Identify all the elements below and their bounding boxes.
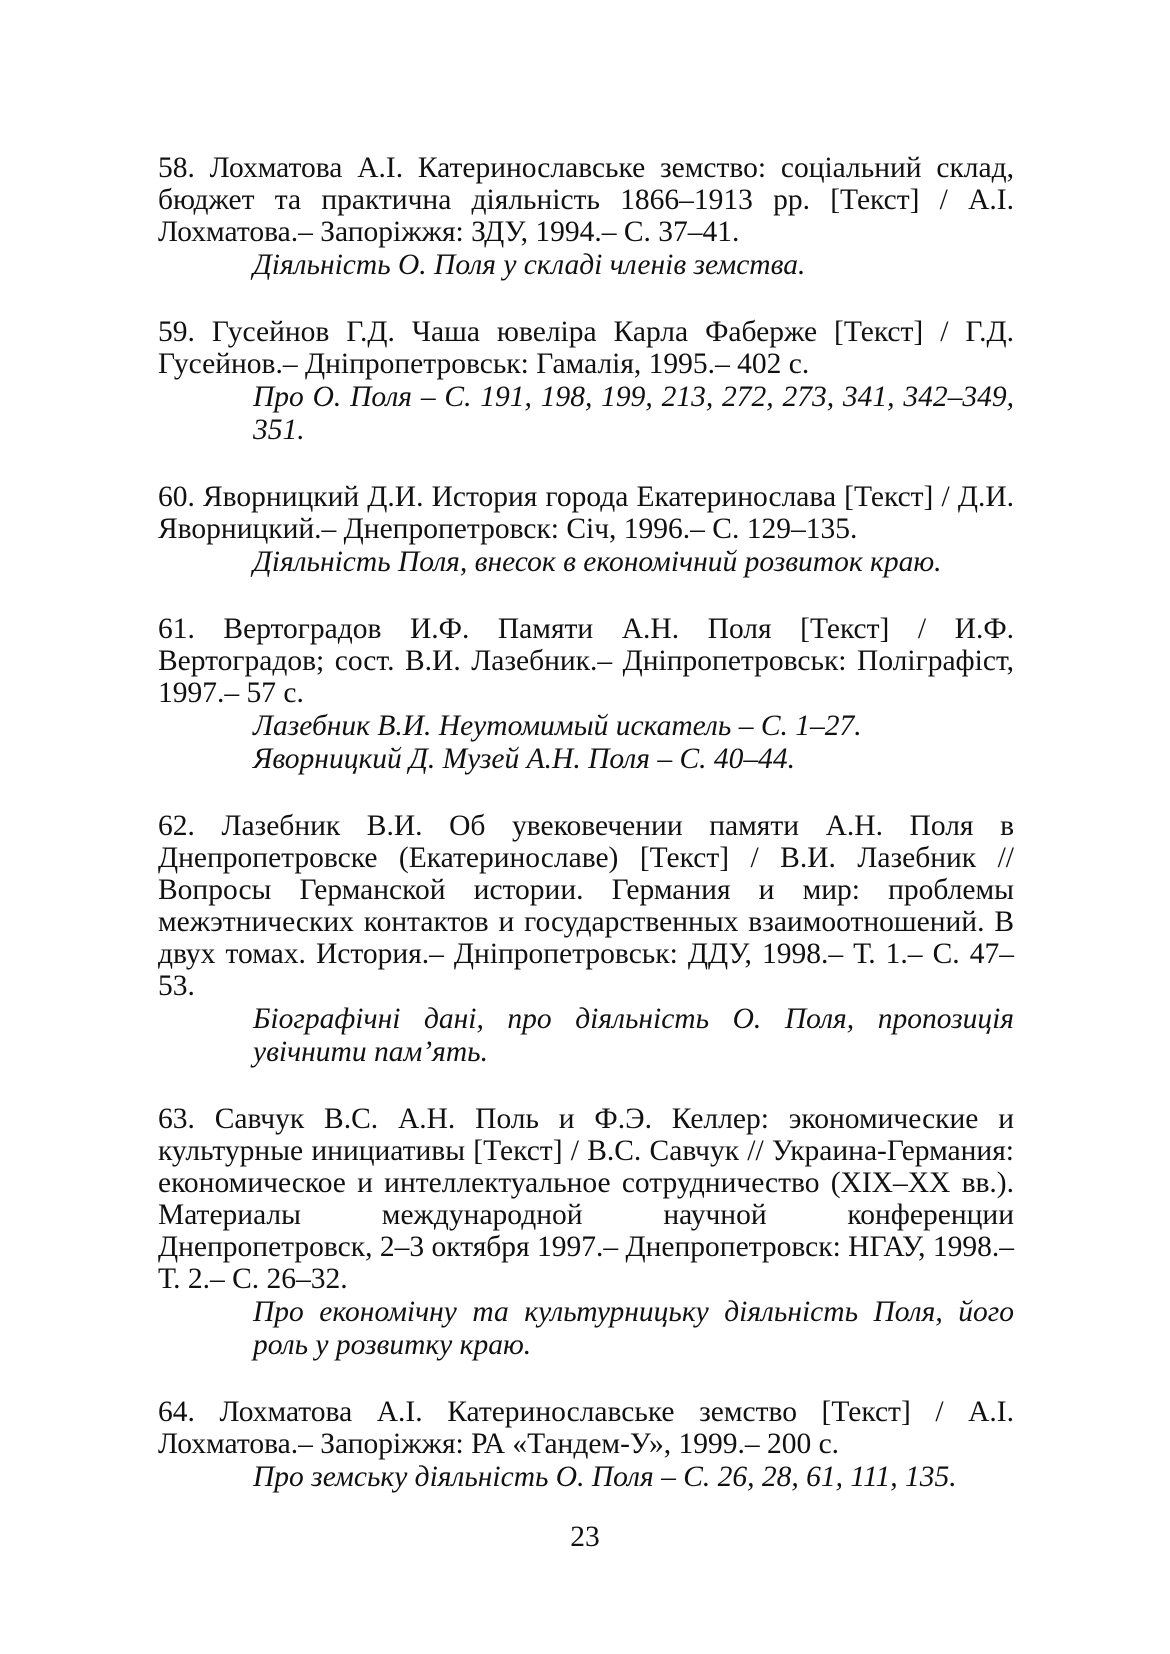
entry-text: 63. Савчук В.С. А.Н. Поль и Ф.Э. Келлер: экономические и культурные инициативы [Текст] / В.С. Савчук // Украина-Германия: економическое и интеллектуальное сотрудничество (XIX–XX вв.). Материалы международной научной конференции Днепропетровск, 2–3 октября 1997.– Днепропетровск: НГАУ, 1998.– Т. 2.– С. 26–32. xyxy=(158,1103,1014,1295)
bibliography-entry-58 xyxy=(158,152,1014,282)
entry-annotation xyxy=(253,546,1014,579)
bibliography-entry-63 xyxy=(158,1103,1014,1362)
entry-text: 58. Лохматова А.І. Катеринославське земство: соціальний склад, бюджет та практична діяльність 1866–1913 рр. [Текст] / А.І. Лохматова.– Запоріжжя: ЗДУ, 1994.– С. 37–41. xyxy=(158,152,1014,248)
entry-text: 61. Вертоградов И.Ф. Памяти А.Н. Поля [Текст] / И.Ф. Вертоградов; сост. В.И. Лазебник.– Дніпропетровськ: Поліграфіст, 1997.– 57 с. xyxy=(158,613,1014,709)
entry-annotation xyxy=(253,1296,1014,1362)
entry-text: 64. Лохматова А.І. Катеринославське земство [Текст] / А.І. Лохматова.– Запоріжжя: РА «Тандем-У», 1999.– 200 с. xyxy=(158,1396,1014,1460)
annotation-line: Яворницкий Д. Музей А.Н. Поля – С. 40–44. xyxy=(253,743,796,775)
entry-annotation xyxy=(253,1461,1014,1494)
annotation-line: Лазебник В.И. Неутомимый искатель – С. 1–27. xyxy=(253,710,862,742)
annotation-line: Про земську діяльність О. Поля – С. 26, 28, 61, 111, 135. xyxy=(253,1461,957,1493)
entry-annotation xyxy=(253,1003,1014,1069)
bibliography-page xyxy=(158,152,1014,1528)
bibliography-entry-61 xyxy=(158,613,1014,776)
entry-text: 60. Яворницкий Д.И. История города Екатеринослава [Текст] / Д.И. Яворницкий.– Днепропетровск: Січ, 1996.– С. 129–135. xyxy=(158,481,1014,545)
entry-annotation xyxy=(253,249,1014,282)
entry-text: 59. Гусейнов Г.Д. Чаша ювеліра Карла Фаберже [Текст] / Г.Д. Гусейнов.– Дніпропетровськ: Гамалія, 1995.– 402 с. xyxy=(158,316,1014,380)
annotation-line: Про О. Поля – С. 191, 198, 199, 213, 272, 273, 341, 342–349, 351. xyxy=(253,381,1014,446)
page-number: 23 xyxy=(570,1521,600,1553)
annotation-line: Діяльність О. Поля у складі членів земства. xyxy=(253,249,806,281)
bibliography-entry-60 xyxy=(158,481,1014,579)
annotation-line: Про економічну та культурницьку діяльність Поля, його роль у розвитку краю. xyxy=(253,1296,1014,1361)
bibliography-entry-59 xyxy=(158,316,1014,447)
entry-annotation xyxy=(253,710,1014,776)
bibliography-entry-62 xyxy=(158,810,1014,1069)
annotation-line: Біографічні дані, про діяльність О. Поля, пропозиція увічнити пам’ять. xyxy=(253,1003,1014,1068)
entry-annotation xyxy=(253,381,1014,447)
entry-text: 62. Лазебник В.И. Об увековечении памяти А.Н. Поля в Днепропетровске (Екатеринославе) [Текст] / В.И. Лазебник // Вопросы Германской истории. Германия и мир: проблемы межэтнических контактов и государственных взаимоотношений. В двух томах. История.– Дніпропетровськ: ДДУ, 1998.– Т. 1.– С. 47–53. xyxy=(158,810,1014,1002)
bibliography-entry-64 xyxy=(158,1396,1014,1494)
annotation-line: Діяльність Поля, внесок в економічний розвиток краю. xyxy=(253,546,942,578)
